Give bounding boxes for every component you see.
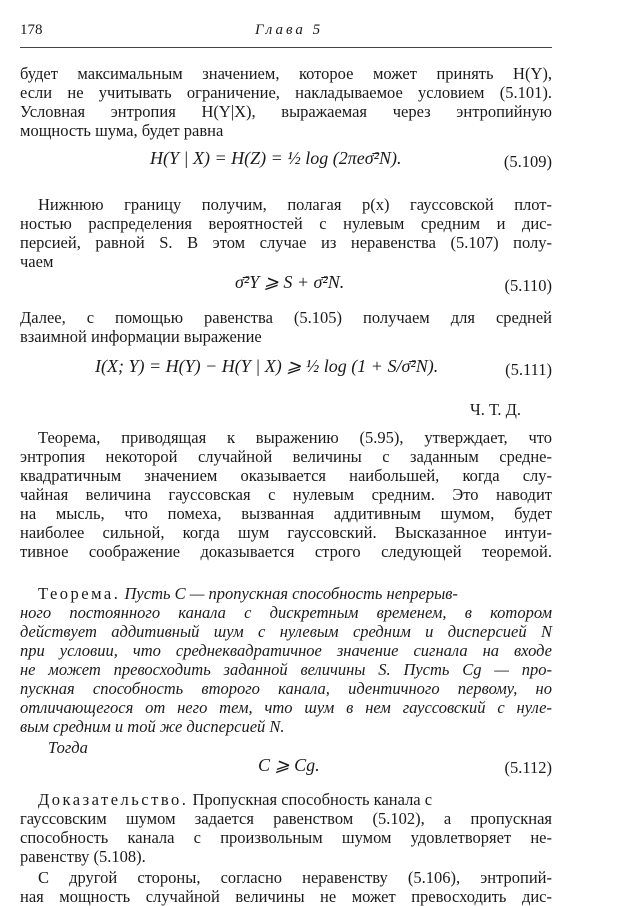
text-line: равенству (5.108). xyxy=(20,847,146,866)
text-line: тивное соображение доказывается строго следующей теоремой. xyxy=(20,542,552,561)
text-line: персией, равной S. В этом случае из неравенства (5.107) полу- xyxy=(20,233,552,252)
text-line: С другой стороны, согласно неравенству (5.106), энтропий- xyxy=(38,868,552,887)
text-line: ная мощность случайной величины не может превосходить дис- xyxy=(20,887,552,906)
qed-mark: Ч. Т. Д. xyxy=(470,400,522,419)
proof-heading: Доказательство. xyxy=(38,790,189,809)
running-head: Глава 5 xyxy=(255,22,324,38)
text-span: Пропускная способность канала с xyxy=(192,790,433,809)
proof-first-line xyxy=(20,790,552,809)
text-line: мощность шума, будет равна xyxy=(20,121,224,140)
page-number: 178 xyxy=(20,22,43,38)
text-span: Пусть C — пропускная способность непрерыв- xyxy=(124,584,458,603)
theorem-first-line xyxy=(20,584,552,603)
text-line: чаем xyxy=(20,252,54,271)
text-line: квадратичным значением оказывается наибольшей, когда слу- xyxy=(20,466,552,485)
text-line: способность канала с произвольным шумом удовлетворяет не- xyxy=(20,828,552,847)
text-line: ного постоянного канала с дискретным временем, в котором xyxy=(20,603,552,622)
equation-label: (5.110) xyxy=(504,276,552,295)
text-line: не может превосходить заданной величины S. Пусть Cg — про- xyxy=(20,660,552,679)
text-line: Теорема, приводящая к выражению (5.95), утверждает, что xyxy=(38,428,552,447)
text-line: будет максимальным значением, которое может принять H(Y), xyxy=(20,64,552,83)
equation-5-112: C ⩾ Cg. xyxy=(258,755,320,775)
text-line: ностью распределения вероятностей с нулевым средним и дис- xyxy=(20,214,552,233)
text-line: пускная способность второго канала, идентичного первому, но xyxy=(20,679,552,698)
text-line: на мысль, что помеха, вызванная аддитивным шумом, будет xyxy=(20,504,552,523)
text-line: действует аддитивный шум с нулевым средним и дисперсией N xyxy=(20,622,552,641)
equation-label: (5.112) xyxy=(504,758,552,777)
text-line: Нижнюю границу получим, полагая p(x) гауссовской плот- xyxy=(38,195,552,214)
text-line: Далее, с помощью равенства (5.105) получаем для средней xyxy=(20,308,552,327)
equation-label: (5.109) xyxy=(503,152,552,171)
text-line: энтропия некоторой случайной величины с заданным средне- xyxy=(20,447,552,466)
text-line: если не учитывать ограничение, накладываемое условием (5.101). xyxy=(20,83,552,102)
text-line: гауссовским шумом задается равенством (5.102), а пропускная xyxy=(20,809,552,828)
text-line: Тогда xyxy=(48,738,88,757)
header-rule xyxy=(20,47,552,48)
text-line: при условии, что среднеквадратичное значение сигнала на входе xyxy=(20,641,552,660)
text-line: чайная величина гауссовская с нулевым средним. Это наводит xyxy=(20,485,552,504)
text-line: вым средним и той же дисперсией N. xyxy=(20,717,285,736)
text-line: Условная энтропия H(Y|X), выражаемая через энтропийную xyxy=(20,102,552,121)
text-line: наиболее сильной, когда шум гауссовский. Высказанное интуи- xyxy=(20,523,552,542)
equation-5-110: σ̄²Y ⩾ S + σ̄²N. xyxy=(235,272,345,292)
equation-5-109: H(Y | X) = H(Z) = ½ log (2πeσ̄²N). xyxy=(150,148,402,168)
text-line: взаимной информации выражение xyxy=(20,327,262,346)
theorem-heading: Теорема. xyxy=(38,584,121,603)
equation-5-111: I(X; Y) = H(Y) − H(Y | X) ⩾ ½ log (1 + S/σ̄²N). xyxy=(95,356,439,376)
text-line: отличающегося от него тем, что шум в нем гауссовский с нуле- xyxy=(20,698,552,717)
equation-label: (5.111) xyxy=(505,360,552,379)
